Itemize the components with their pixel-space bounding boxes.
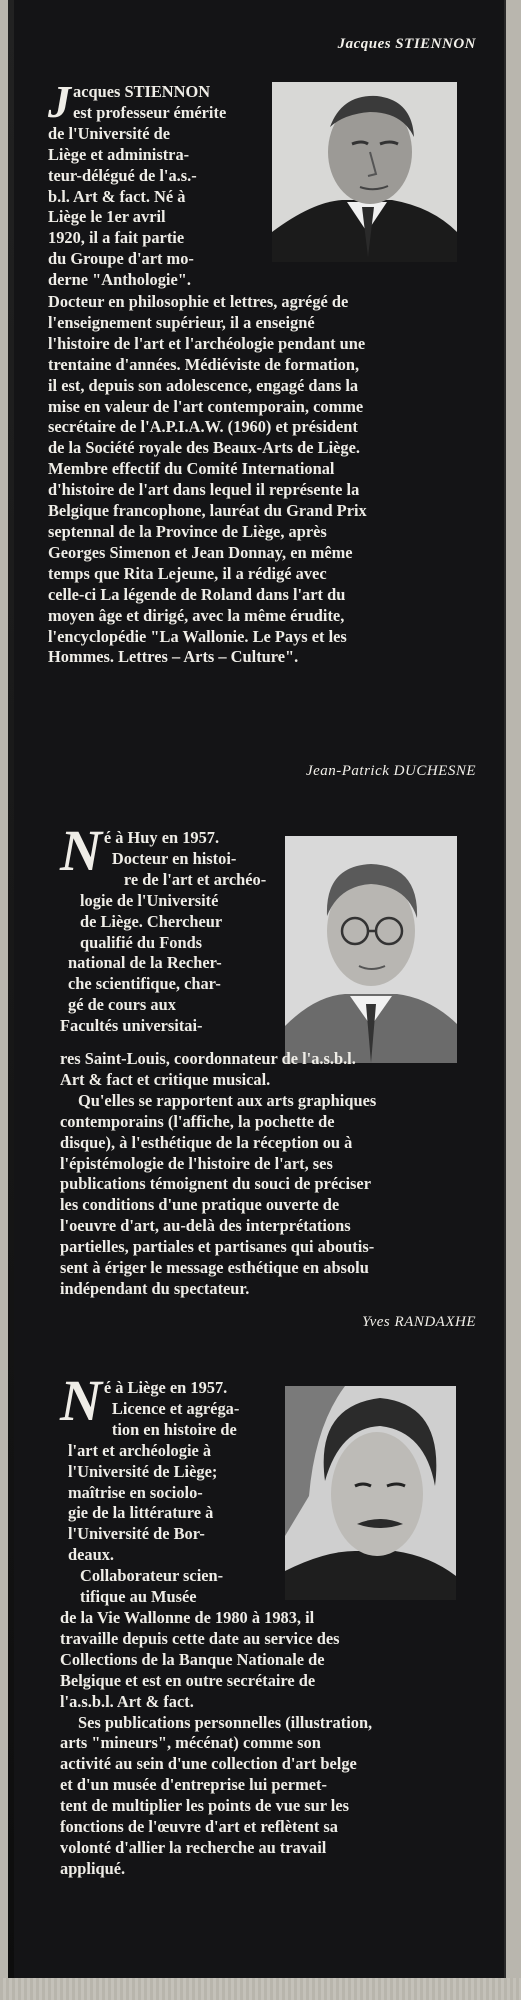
bio-line: teur-délégué de l'a.s.- xyxy=(48,165,197,185)
dropcap-3: N xyxy=(60,1368,102,1433)
bio-line: b.l. Art & fact. Né à xyxy=(48,186,186,206)
bio-body-2: res Saint-Louis, coordonnateur de l'a.s.b.l. Art & fact et critique musical. Qu'elles se rapportent aux arts graphiques contemporains (l'affiche, la pochette de disque), à l'esthétique de la réception ou à l'épistémologie de l'histoire de l'art, ses publications témoignent du souci de préciser les conditions d'une pratique ouverte de l'oeuvre d'art, au-delà des interprétations partielles, partiales et partisanes qui aboutis- sent à ériger le message esthétique en absolu indépendant du spectateur. xyxy=(60,1049,377,1298)
dropcap-2: N xyxy=(60,818,102,883)
bio-line: du Groupe d'art mo- xyxy=(48,249,194,269)
portrait-3 xyxy=(285,1386,456,1600)
bio-intro-2: Né à Huy en 1957. Docteur en histoi- re de l'art et archéo- logie de l'Université de Liège. Chercheur qualifié du Fonds national de la Recher- che scientifique, char- gé de cours aux Facultés universitai- xyxy=(60,818,267,1036)
bio-intro-3: Né à Liège en 1957. Licence et agréga- tion en histoire de l'art et archéologie à l'Université de Liège; maîtrise en sociolo- gie de la littérature à l'Université de Bor- deaux. Collaborateur scien- tifique au Musée xyxy=(60,1368,240,1607)
portrait-1 xyxy=(272,82,457,262)
paper-background xyxy=(0,1978,521,2000)
author-name-3: Yves RANDAXHE xyxy=(362,1314,476,1330)
bio-line: derne "Anthologie". xyxy=(48,270,191,290)
author-name-1: Jacques STIENNON xyxy=(337,36,476,52)
bio-line: 1920, il a fait partie xyxy=(48,228,185,248)
bio-line: Liège et administra- xyxy=(48,144,190,164)
bio-intro-1: Jacques STIENNON est professeur émérite de l'Université de Liège et administra- teur-délégué de l'a.s.- b.l. Art & fact. Né à Liège le 1er avril 1920, il a fait partie du Groupe d'art mo- derne "Anthologie". xyxy=(48,76,227,290)
portrait-2 xyxy=(285,836,457,1063)
author-name-2: Jean-Patrick DUCHESNE xyxy=(305,763,476,779)
bio-line: est professeur émérite xyxy=(73,102,227,122)
book-flap xyxy=(8,0,504,1978)
bio-body-3: de la Vie Wallonne de 1980 à 1983, il travaille depuis cette date au service des Collections de la Banque Nationale de Belgique et est en outre secrétaire de l'a.s.b.l. Art & fact. Ses publications personnelles (illustration, arts "mineurs", mécénat) comme son activité au sein d'une collection d'art belge et d'un musée d'entreprise lui permet- tent de multiplier les points de vue sur les fonctions de l'œuvre d'art et reflètent sa volonté d'allier la recherche au travail appliqué. xyxy=(60,1608,373,1878)
flap-fold xyxy=(8,0,14,1978)
bio-line: de l'Université de xyxy=(48,123,171,143)
bio-body-1: Docteur en philosophie et lettres, agrégé de l'enseignement supérieur, il a enseigné l'histoire de l'art et l'archéologie pendant une trentaine d'années. Médiéviste de formation, il est, depuis son adolescence, engagé dans la mise en valeur de l'art contemporain, comme secrétaire de l'A.P.I.A.W. (1960) et président de la Société royale des Beaux-Arts de Liège. Membre effectif du Comité International d'histoire de l'art dans lequel il représente la Belgique francophone, lauréat du Grand Prix septennal de la Province de Liège, après Georges Simenon et Jean Donnay, en même temps que Rita Lejeune, il a rédigé avec celle-ci La légende de Roland dans l'art du moyen âge et dirigé, avec la même érudite, l'encyclopédie "La Wallonie. Le Pays et les Hommes. Lettres – Arts – Culture". xyxy=(48,292,367,667)
dropcap-1: J xyxy=(48,76,71,127)
bio-line: Liège le 1er avril xyxy=(48,207,166,227)
